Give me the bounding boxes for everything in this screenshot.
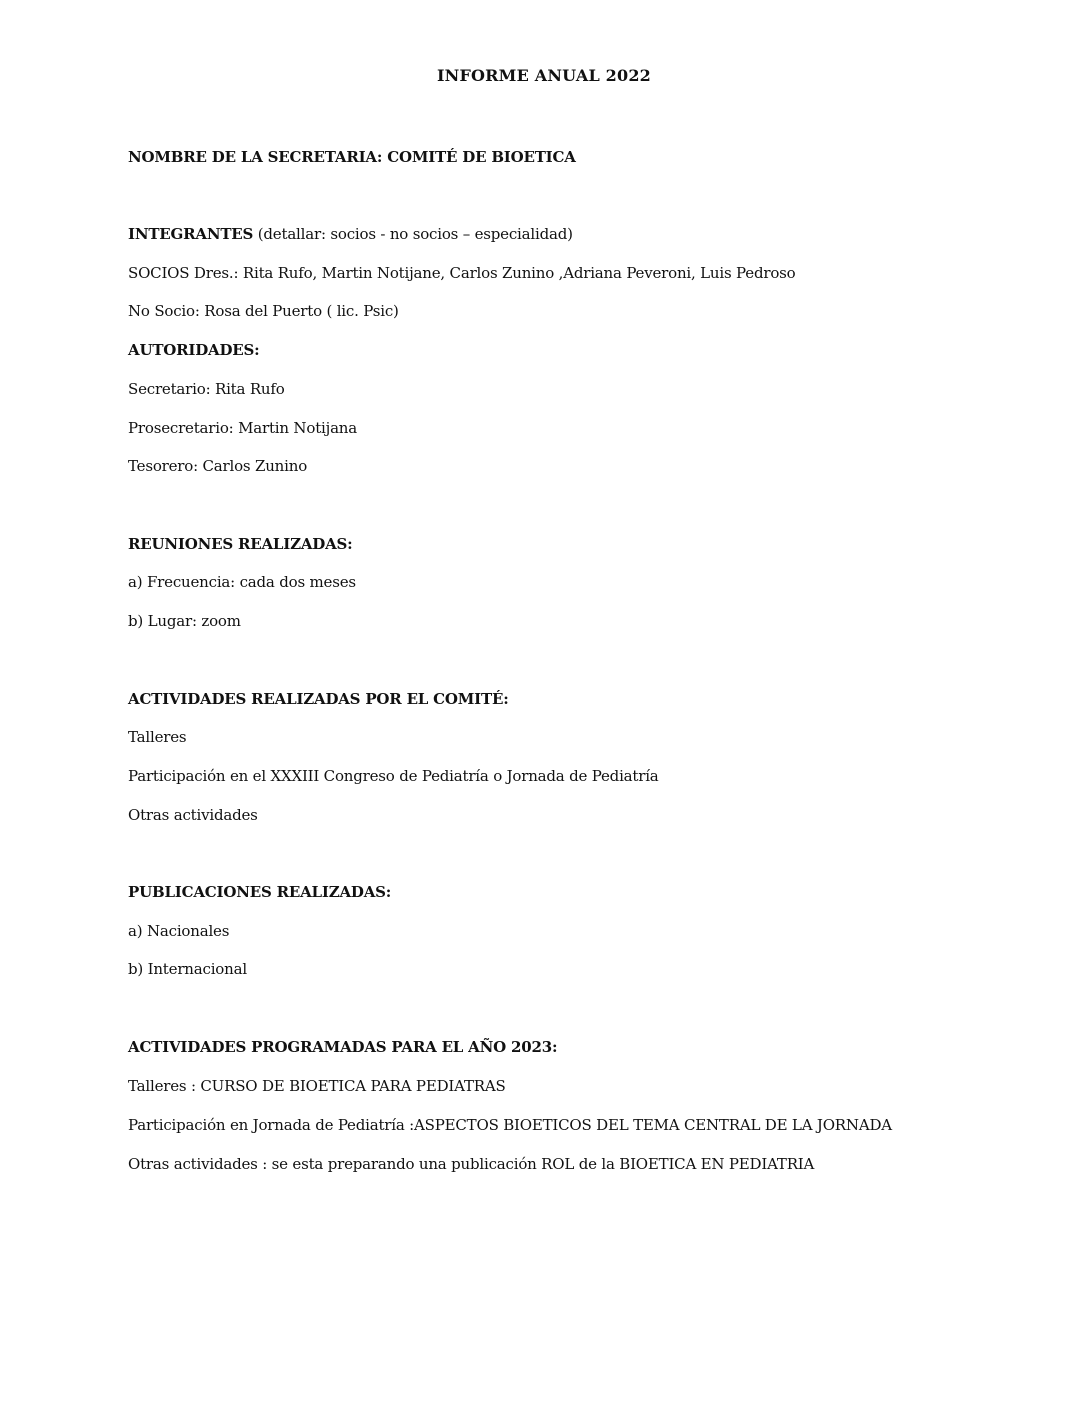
integrantes-heading: INTEGRANTES <box>128 225 254 243</box>
programadas-participacion: Participación en Jornada de Pediatría :ASPECTOS BIOETICOS DEL TEMA CENTRAL DE LA JORNADA <box>128 1116 892 1134</box>
no-socio-line: No Socio: Rosa del Puerto ( lic. Psic) <box>128 302 399 320</box>
frecuencia-line: a) Frecuencia: cada dos meses <box>128 573 356 591</box>
programadas-talleres: Talleres : CURSO DE BIOETICA PARA PEDIATRAS <box>128 1077 506 1095</box>
publicaciones-nacionales: a) Nacionales <box>128 922 230 940</box>
integrantes-line <box>128 224 573 244</box>
actividades-participacion: Participación en el XXXIII Congreso de Pediatría o Jornada de Pediatría <box>128 767 659 785</box>
tesorero-line: Tesorero: Carlos Zunino <box>128 457 308 475</box>
socios-list: SOCIOS Dres.: Rita Rufo, Martin Notijane, Carlos Zunino ,Adriana Peveroni, Luis Pedroso <box>128 264 796 282</box>
programadas-otras: Otras actividades : se esta preparando una publicación ROL de la BIOETICA EN PEDIATRIA <box>128 1155 815 1173</box>
actividades-talleres: Talleres <box>128 728 187 746</box>
prosecretario-line: Prosecretario: Martin Notijana <box>128 419 358 437</box>
programadas-heading: ACTIVIDADES PROGRAMADAS PARA EL AÑO 2023: <box>128 1038 558 1056</box>
reuniones-heading: REUNIONES REALIZADAS: <box>128 535 353 553</box>
document-title: INFORME ANUAL 2022 <box>436 66 652 85</box>
actividades-heading: ACTIVIDADES REALIZADAS POR EL COMITÉ: <box>128 690 509 708</box>
publicaciones-heading: PUBLICACIONES REALIZADAS: <box>128 883 392 901</box>
integrantes-note: (detallar: socios - no socios – especialidad) <box>253 225 573 243</box>
autoridades-heading: AUTORIDADES: <box>128 341 260 359</box>
lugar-line: b) Lugar: zoom <box>128 612 241 630</box>
secretario-line: Secretario: Rita Rufo <box>128 380 285 398</box>
publicaciones-internacional: b) Internacional <box>128 960 247 978</box>
actividades-otras: Otras actividades <box>128 806 258 824</box>
secretaria-heading: NOMBRE DE LA SECRETARIA: COMITÉ DE BIOETICA <box>128 148 576 166</box>
